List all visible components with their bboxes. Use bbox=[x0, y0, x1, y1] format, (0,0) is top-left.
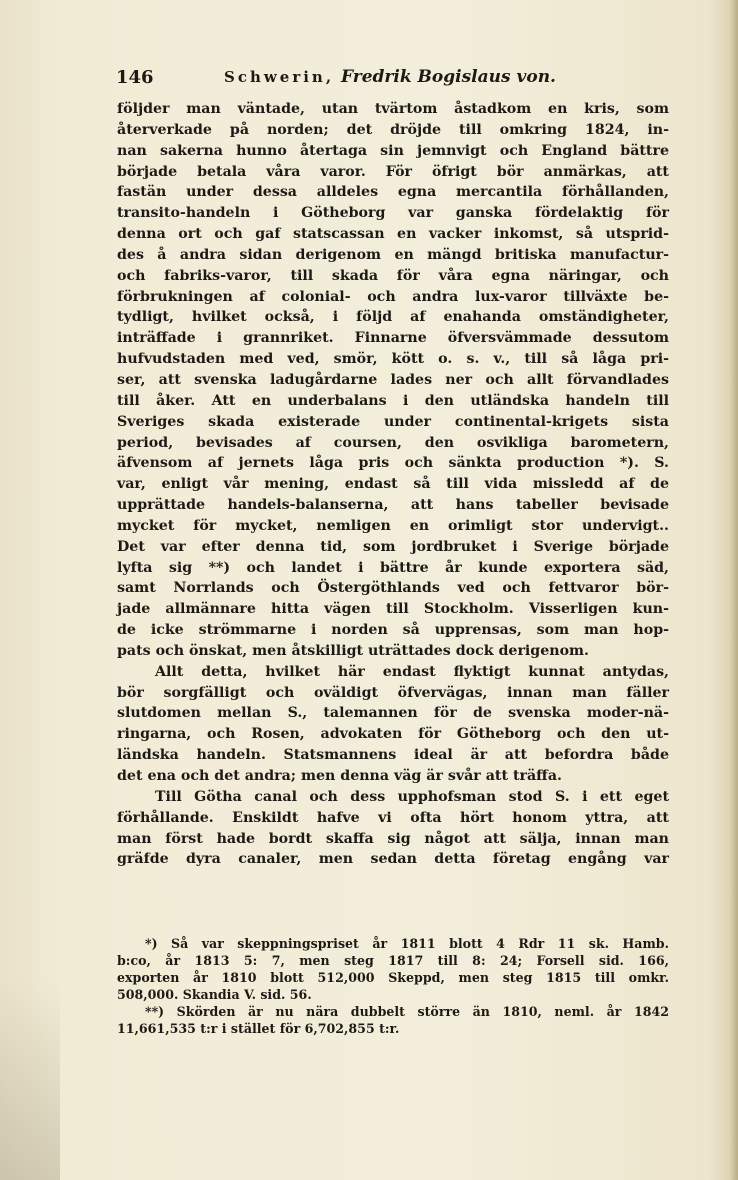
running-title bbox=[224, 67, 556, 87]
page-number: 146 bbox=[116, 67, 154, 88]
page-edge bbox=[730, 0, 738, 1180]
text-line: des å andra sidan derigenom en mängd britiska manufactur- bbox=[117, 246, 669, 263]
footnote-line: exporten år 1810 blott 512,000 Skeppd, men steg 1815 till omkr. bbox=[117, 970, 669, 986]
text-line: jade allmännare hitta vägen till Stockholm. Visserligen kun- bbox=[117, 601, 669, 618]
text-line: och fabriks-varor, till skada för våra egna näringar, och bbox=[117, 267, 669, 284]
body-text bbox=[117, 99, 669, 870]
text-line: förbrukningen af colonial- och andra lux-varor tillväxte be- bbox=[117, 288, 669, 305]
text-line: Sveriges skada existerade under continental-krigets sista bbox=[117, 413, 669, 430]
text-line: denna ort och gaf statscassan en vacker inkomst, så utsprid- bbox=[117, 226, 669, 243]
text-line: började betala våra varor. För öfrigt bör anmärkas, att bbox=[117, 163, 669, 180]
text-line: bör sorgfälligt och oväldigt öfvervägas, innan man fäller bbox=[117, 684, 669, 701]
text-line: Det var efter denna tid, som jordbruket i Sverige började bbox=[117, 538, 669, 555]
text-line: nan sakerna hunno återtaga sin jemnvigt och England bättre bbox=[117, 142, 669, 159]
paragraph-1 bbox=[117, 99, 669, 662]
text-line: Allt detta, hvilket här endast flyktigt kunnat antydas, bbox=[155, 663, 669, 680]
text-line: upprättade handels-balanserna, att hans tabeller bevisade bbox=[117, 497, 669, 514]
paragraph-2 bbox=[117, 662, 669, 787]
footnote-line: b:co, år 1813 5: 7, men steg 1817 till 8: 24; Forsell sid. 166, bbox=[117, 953, 669, 969]
text-line: slutdomen mellan S., talemannen för de svenska moder-nä- bbox=[117, 705, 669, 722]
text-line: Till Götha canal och dess upphofsman stod S. i ett eget bbox=[155, 788, 669, 805]
text-line: återverkade på norden; det dröjde till omkring 1824, in- bbox=[117, 121, 669, 138]
text-line: man först hade bordt skaffa sig något att sälja, innan man bbox=[117, 830, 669, 847]
text-line: ländska handeln. Statsmannens ideal är att befordra både bbox=[117, 747, 669, 764]
footnotes bbox=[117, 935, 669, 1038]
text-line: ringarna, och Rosen, advokaten för Götheborg och den ut- bbox=[117, 726, 669, 743]
text-line: äfvensom af jernets låga pris och sänkta production *). S. bbox=[117, 455, 669, 472]
text-line: följder man väntade, utan tvärtom åstadkom en kris, som bbox=[117, 101, 669, 117]
text-line: förhållande. Enskildt hafve vi ofta hört honom yttra, att bbox=[117, 809, 669, 826]
text-line: samt Norrlands och Östergöthlands ved och fettvaror bör- bbox=[117, 580, 669, 597]
text-line: inträffade i grannriket. Finnarne öfversvämmade dessutom bbox=[117, 330, 669, 347]
running-subtitle: Fredrik Bogislaus von. bbox=[340, 67, 556, 87]
text-line: gräfde dyra canaler, men sedan detta företag engång var bbox=[117, 851, 669, 868]
text-line: var, enligt vår mening, endast så till vida missledd af de bbox=[117, 476, 669, 493]
footnote-2 bbox=[117, 1003, 669, 1037]
text-line: de icke strömmarne i norden så upprensas, som man hop- bbox=[117, 622, 669, 639]
footnote-line: **) Skörden är nu nära dubbelt större än 1810, neml. år 1842 bbox=[145, 1004, 669, 1020]
text-line: hufvudstaden med ved, smör, kött o. s. v., till så låga pri- bbox=[117, 351, 669, 368]
paragraph-3 bbox=[117, 787, 669, 870]
page-shadow bbox=[0, 980, 60, 1180]
footnote-line: *) Så var skeppningspriset år 1811 blott 4 Rdr 11 sk. Hamb. bbox=[145, 936, 669, 951]
running-name: Schwerin, bbox=[224, 68, 335, 86]
text-line: mycket för mycket, nemligen en orimligt stor undervigt.. bbox=[117, 517, 669, 534]
text-line: period, bevisades af coursen, den osvikliga barometern, bbox=[117, 434, 669, 451]
footnote-line: 508,000. Skandia V. sid. 56. bbox=[117, 987, 312, 1003]
text-line: pats och önskat, men åtskilligt uträttades dock derigenom. bbox=[117, 642, 589, 659]
text-line: det ena och det andra; men denna väg är svår att träffa. bbox=[117, 768, 562, 784]
text-line: transito-handeln i Götheborg var ganska fördelaktig för bbox=[117, 205, 669, 222]
running-header bbox=[116, 67, 676, 93]
footnote-line: 11,661,535 t:r i stället för 6,702,855 t:r. bbox=[117, 1021, 400, 1037]
text-line: till åker. Att en underbalans i den utländska handeln till bbox=[117, 392, 669, 409]
text-line: fastän under dessa alldeles egna mercantila förhållanden, bbox=[117, 184, 669, 201]
text-line: tydligt, hvilket också, i följd af enahanda omständigheter, bbox=[117, 309, 669, 326]
text-line: ser, att svenska ladugårdarne lades ner och allt förvandlades bbox=[117, 371, 669, 388]
text-line: lyfta sig **) och landet i bättre år kunde exportera säd, bbox=[117, 559, 669, 576]
footnote-1 bbox=[117, 935, 669, 1003]
